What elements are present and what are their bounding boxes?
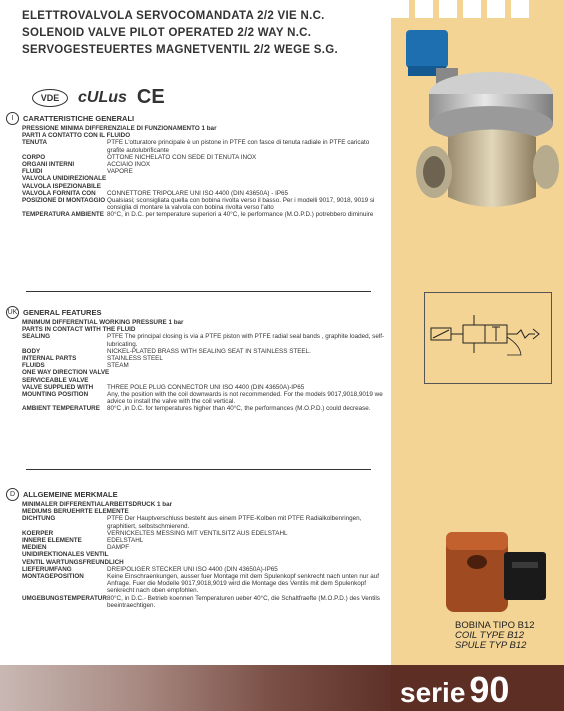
tab-6 [511,0,529,18]
spec-row: UMGEBUNGSTEMPERATUR 80°C, in D.C.- Betrieb koennen Temperaturen ueber 40°C, die Schaltfraefte (M.O.P.D.) des Ventils beeintraechtigen. [22,594,380,609]
section-italian [6,112,386,219]
tab-1 [391,0,409,18]
top-tabs [391,0,564,18]
valve-photo [396,22,561,232]
spec-row: ORGANI INTERNI ACCIAIO INOX [22,161,151,169]
serie-label [400,669,509,711]
tab-2 [415,0,433,18]
spec-row: VALVOLA FORNITA CON CONNETTORE TRIPOLARE UNI ISO 4400 (DIN 43650A) - IP65 [22,189,289,197]
section-heading: CARATTERISTICHE GENERALI [23,114,135,123]
min-pressure-line: PRESSIONE MINIMA DIFFERENZIALE DI FUNZIONAMENTO 1 bar [22,125,217,132]
spec-row: LIEFERUMFANG DREIPOLIGER STECKER UNI ISO 4400 (DIN 43650A)-IP65 [22,565,278,573]
spec-row: VALVOLA UNIDIREZIONALE [22,175,107,183]
divider [26,469,371,470]
spec-row: SEALING PTFE The principal closing is via a PTFE piston with PTFE radial seal bands , graphite loaded, self-lubricating. [22,333,385,348]
fluid-parts-line: PARTS IN CONTACT WITH THE FLUID [22,326,136,334]
section-german [6,488,386,609]
spec-row: ONE WAY DIRECTION VALVE [22,369,110,377]
bottom-gradient-strip [0,665,391,711]
section-heading: GENERAL FEATURES [23,308,102,317]
spec-row: BODY NICKEL-PLATED BRASS WITH SEALING SEAT IN STAINLESS STEEL. [22,347,311,355]
spec-row: FLUIDI VAPORE [22,168,133,176]
divider [26,291,371,292]
spec-row: MOUNTING POSITION Any, the position with the coil downwards is not recommended. For the models 9017,9018,9019 we advice to install the valve with the coil vertical. [22,391,383,406]
spec-row: AMBIENT TEMPERATURE 80°C ,in D.C. for temperatures higher than 40°C, the performances (M.O.P.D.) could decrease. [22,405,371,413]
section-heading: ALLGEMEINE MERKMALE [23,490,118,499]
tab-3 [439,0,457,18]
valve-symbol-diagram [424,292,552,384]
coil-photo [432,512,556,624]
serie-number: 90 [469,669,510,710]
spec-row: FLUIDS STEAM [22,362,129,370]
spec-row: VALVE SUPPLIED WITH THREE POLE PLUG CONNECTOR UNI ISO 4400 (DIN 43650A)-IP65 [22,383,305,391]
spec-row: POSIZIONE DI MONTAGGIO Qualsiasi; sconsigliata quella con bobina rivolta verso il basso. Per i modelli 9017, 9018, 9019 si consiglia di montare la valvola con bobina rivolta verso l'alto [22,197,375,212]
tab-5 [487,0,505,18]
spec-row: VALVOLA ISPEZIONABILE [22,182,101,190]
spec-row: DICHTUNG PTFE Der Hauptverschluss besteht aus einem PTFE-Kolben mit PTFE Radialkolbenringen, graphitiert, selbstschmierend. [22,515,362,530]
italy-icon: I [6,112,19,125]
ce-logo: CE [136,86,165,108]
certification-logos [32,86,165,109]
spec-row: TENUTA PTFE L'otturatore principale è un pistone in PTFE con fasce di tenuta radiale in PTFE caricato grafite autolubrificante [22,139,370,154]
min-pressure-line: MINIMALER DIFFERENTIALARBEITSDRUCK 1 bar [22,501,173,508]
spec-row: KOERPER VERNICKELTES MESSING MIT VENTILSITZ AUS EDELSTAHL [22,529,288,537]
uk-icon: UK [6,306,19,319]
coil-caption-de: SPULE TYP B12 [455,640,527,651]
title-english: SOLENOID VALVE PILOT OPERATED 2/2 WAY N.C. [22,27,312,39]
ul-logo: cULus [78,88,127,106]
vde-logo: VDE [32,89,68,107]
fluid-parts-line: MEDIUMS BERUEHRTE ELEMENTE [22,508,129,516]
spec-row: MEDIEN DAMPF [22,544,130,552]
section-english [6,306,386,413]
fluid-parts-line: PARTI A CONTATTO CON IL FLUIDO [22,132,131,140]
serie-word: serie [400,677,466,708]
spec-row: INTERNAL PARTS STAINLESS STEEL [22,355,163,363]
title-german: SERVOGESTEUERTES MAGNETVENTIL 2/2 WEGE S.G. [22,44,339,56]
spec-row: CORPO OTTONE NICHELATO CON SEDE DI TENUTA INOX [22,153,257,161]
min-pressure-line: MINIMUM DIFFERENTIAL WORKING PRESSURE 1 bar [22,319,184,326]
title-italian: ELETTROVALVOLA SERVOCOMANDATA 2/2 VIE N.C. [22,10,325,22]
tab-4 [463,0,481,18]
spec-row: SERVICEABLE VALVE [22,376,89,384]
coil-caption [455,621,555,651]
coil-caption-it: BOBINA TIPO B12 [455,620,535,631]
spec-row: TEMPERATURA AMBIENTE 80°C, in D.C. per temperature superiori a 40°C, le performance (M.O.P.D.) potrebbero diminuire [22,211,374,219]
spec-row: MONTAGEPOSITION Keine Einschraenkungen, ausser fuer Montage mit dem Spulenkopf senkrecht nach unten nur auf Anfrage. Fuer die Modelle 9017,9018,9019 wird die Montage des Ventils mit dem Spulenkopf senkrecht nach oben empfohlen. [22,573,379,595]
spec-row: VENTIL WARTUNGSFREUNDLICH [22,558,124,566]
coil-caption-en: COIL TYPE B12 [455,630,524,641]
germany-icon: D [6,488,19,501]
spec-row: INNERE ELEMENTE EDELSTAHL [22,537,144,545]
spec-row: UNIDIREKTIONALES VENTIL [22,551,109,559]
